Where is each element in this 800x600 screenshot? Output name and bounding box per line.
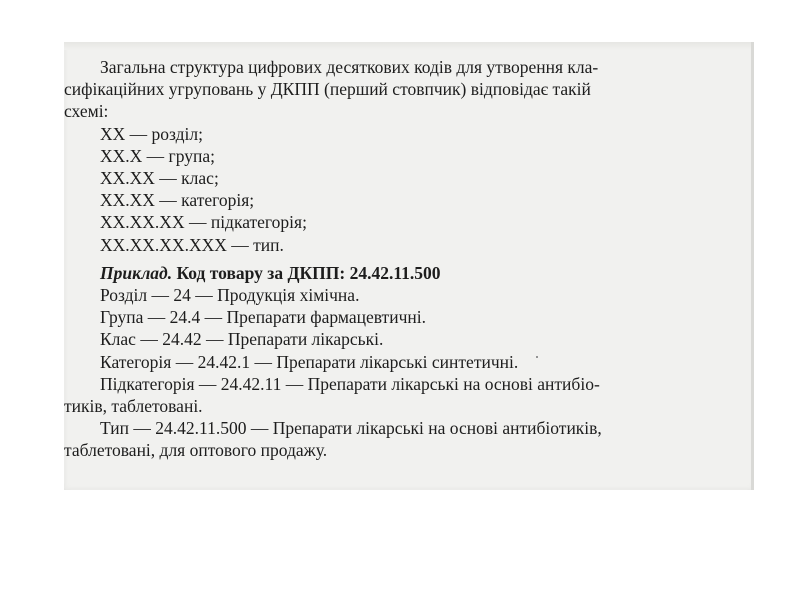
type-line-2: таблетовані, для оптового продажу. (64, 440, 328, 461)
example-code: Код товару за ДКПП: 24.42.11.500 (172, 262, 441, 283)
scan-top-edge (64, 42, 754, 50)
scheme-item: XX — розділ; (100, 123, 203, 144)
type-line-1: Тип — 24.42.11.500 — Препарати лікарські на основі антибіотиків, (100, 418, 602, 439)
intro-line-2: сифікаційних угруповань у ДКПП (перший стовпчик) відповідає такій (64, 79, 591, 100)
example-line: Клас — 24.42 — Препарати лікарські. (100, 329, 384, 350)
example-lead: Приклад. (100, 262, 173, 283)
scanned-page (64, 42, 754, 490)
intro-line-3: схемі: (64, 101, 109, 122)
scheme-item: XX.XX — клас; (100, 168, 219, 189)
scheme-item: XX.XX.XX.XXX — тип. (100, 234, 284, 255)
scan-speck (536, 356, 538, 358)
scheme-item: XX.XX — категорія; (100, 190, 255, 211)
intro-line-1: Загальна структура цифрових десяткових кодів для утворення кла- (100, 57, 599, 77)
scheme-item: XX.X — група; (100, 145, 215, 166)
example-line: Група — 24.4 — Препарати фармацевтичні. (100, 307, 426, 328)
document-text (64, 56, 752, 462)
subcategory-line-1: Підкатегорія — 24.42.11 — Препарати лікарські на основі антибіо- (100, 373, 600, 394)
example-heading (100, 262, 752, 284)
example-line: Розділ — 24 — Продукція хімічна. (100, 285, 360, 306)
subcategory-line-2: тиків, таблетовані. (64, 396, 203, 417)
scheme-item: XX.XX.XX — підкатегорія; (100, 212, 307, 233)
example-line: Категорія — 24.42.1 — Препарати лікарські синтетичні. (100, 351, 519, 372)
